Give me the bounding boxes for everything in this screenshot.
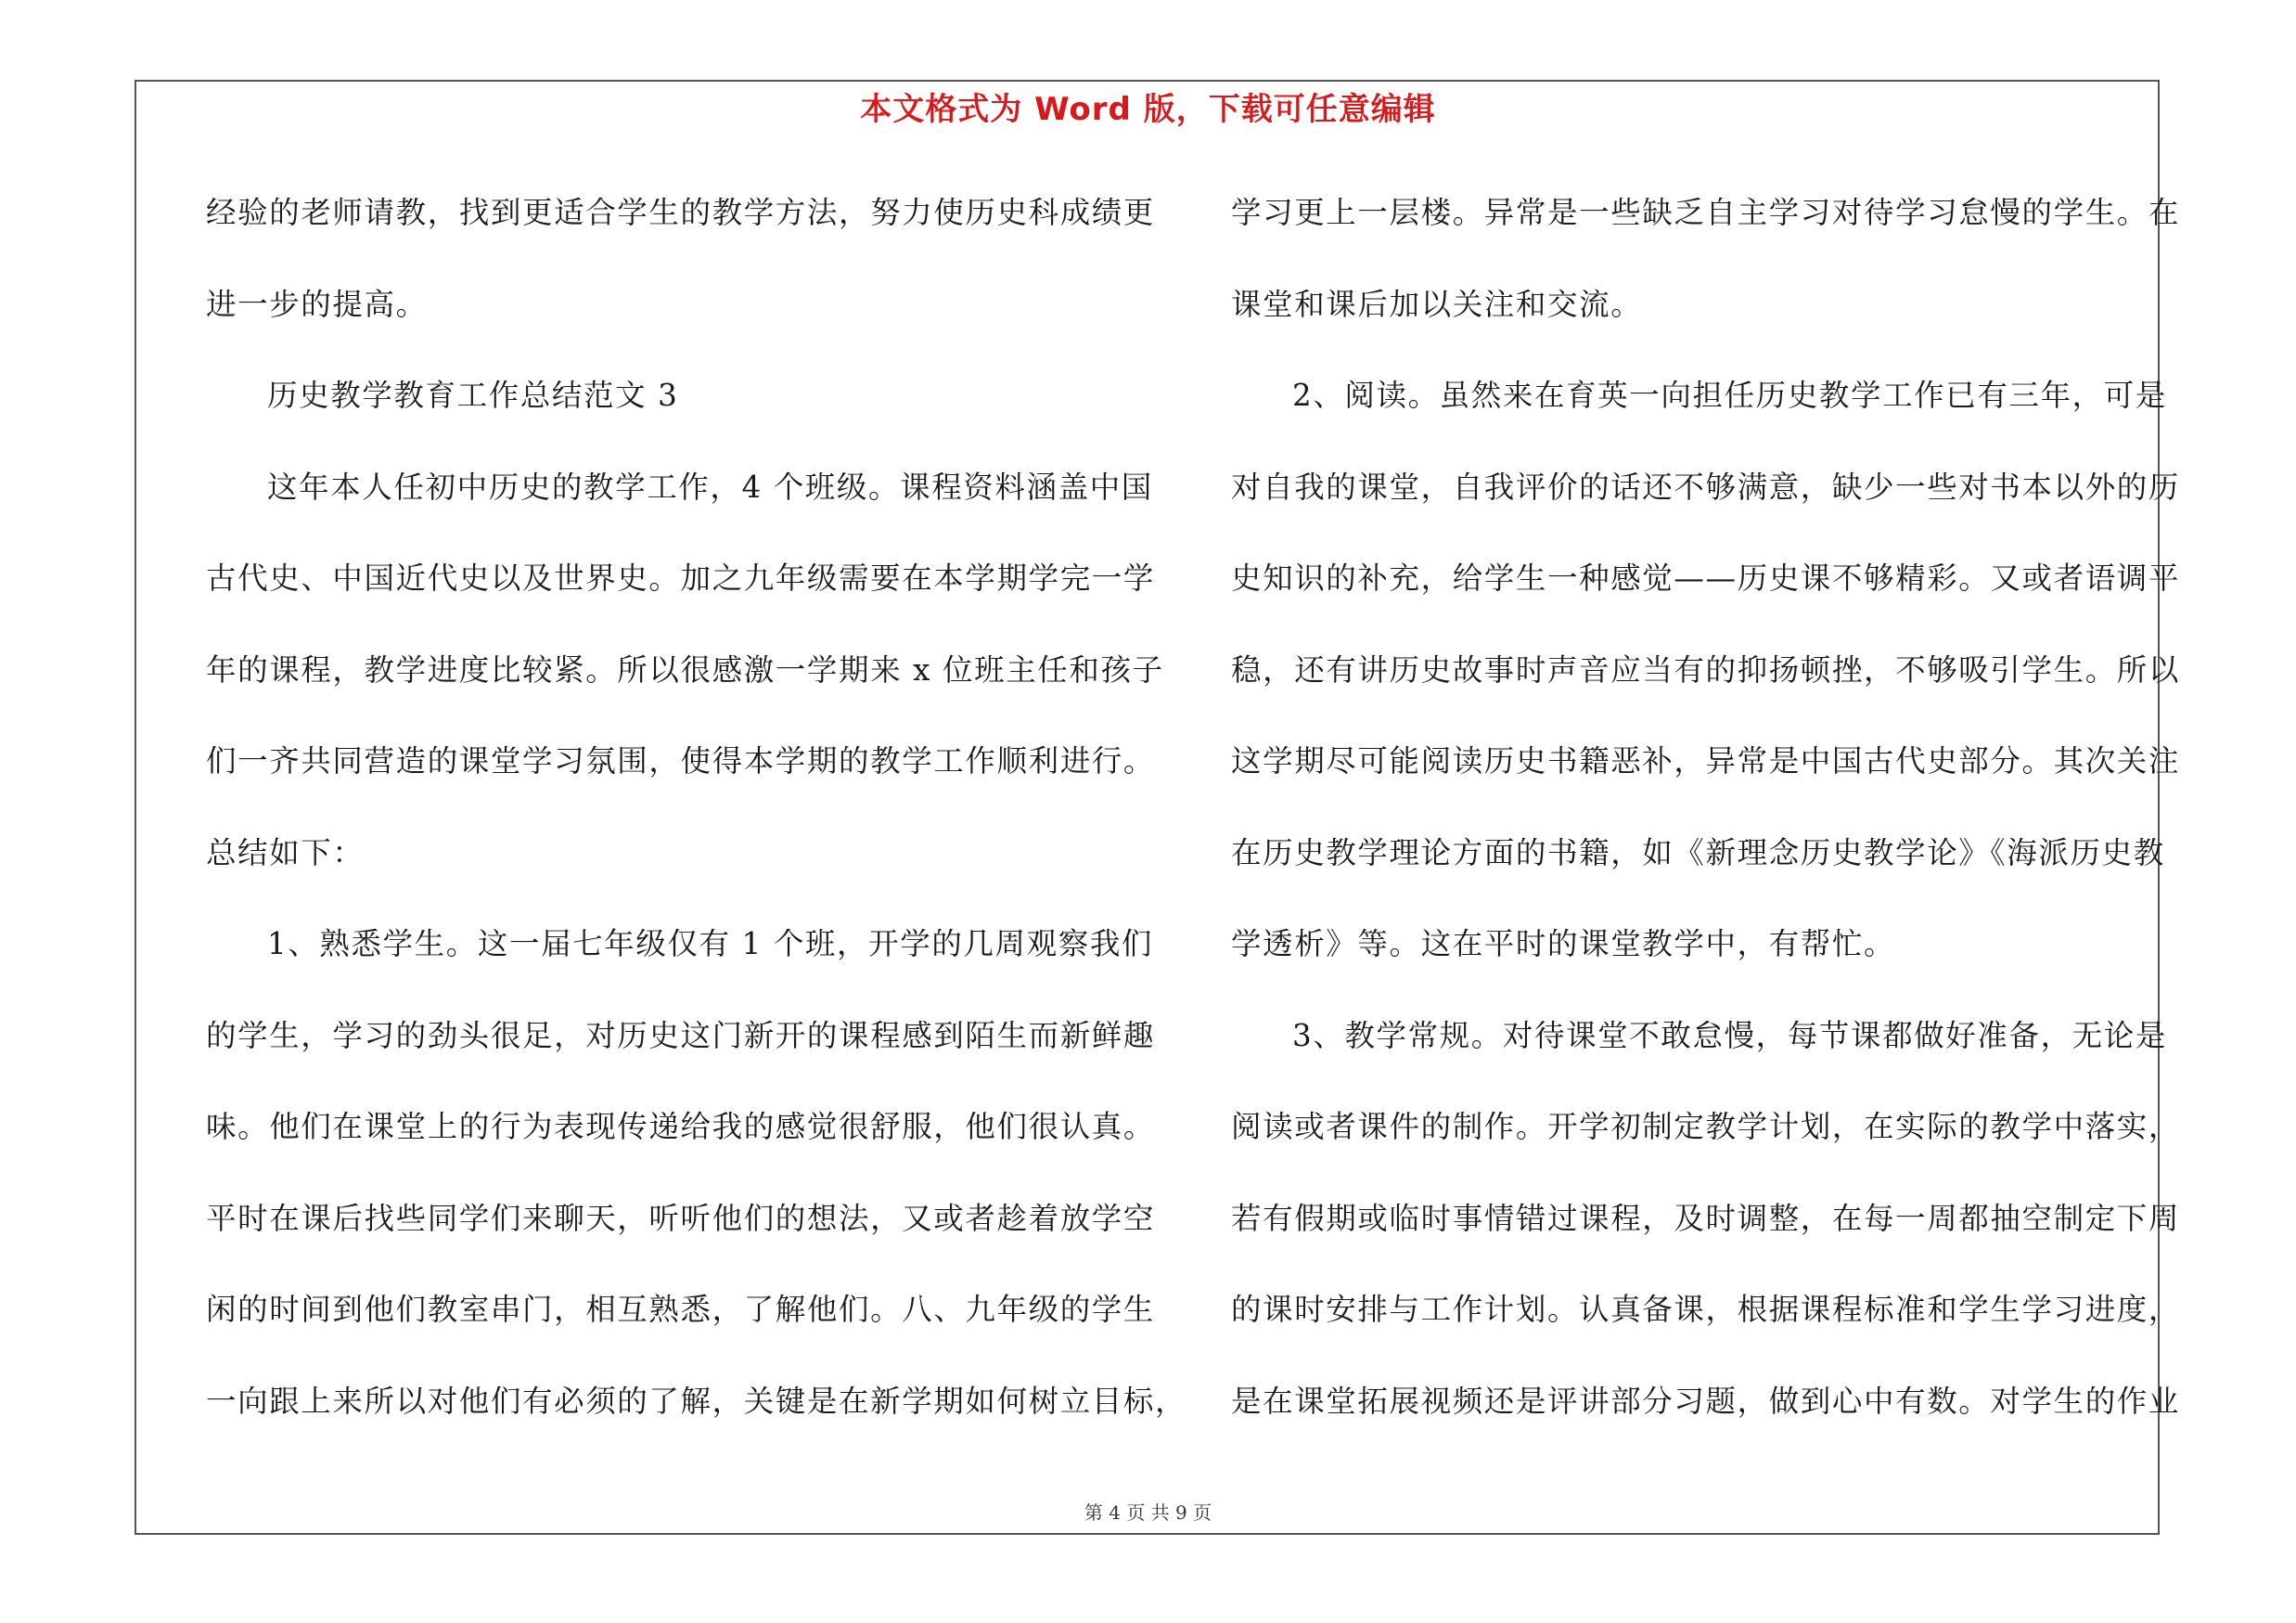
text-line: 们一齐共同营造的课堂学习氛围，使得本学期的教学工作顺利进行。 (206, 743, 1156, 779)
text-line: 一向跟上来所以对他们有必须的了解，关键是在新学期如何树立目标， (206, 1383, 1187, 1419)
text-line: 史知识的补充，给学生一种感觉——历史课不够精彩。又或者语调平 (1231, 560, 2181, 596)
text-line: 进一步的提高。 (206, 286, 428, 322)
header-banner: 本文格式为 Word 版，下载可任意编辑 (860, 91, 1436, 128)
text-line: 在历史教学理论方面的书籍，如《新理念历史教学论》《海派历史教 (1231, 834, 2165, 870)
text-line: 1、熟悉学生。这一届七年级仅有 1 个班，开学的几周观察我们 (267, 926, 1154, 961)
text-line: 是在课堂拓展视频还是评讲部分习题，做到心中有数。对学生的作业 (1231, 1383, 2181, 1419)
text-line: 阅读或者课件的制作。开学初制定教学计划，在实际的教学中落实， (1231, 1109, 2181, 1144)
text-line: 年的课程，教学进度比较紧。所以很感激一学期来 x 位班主任和孩子 (206, 651, 1164, 688)
text-line: 的课时安排与工作计划。认真备课，根据课程标准和学生学习进度， (1231, 1292, 2181, 1327)
text-line: 稳，还有讲历史故事时声音应当有的抑扬顿挫，不够吸引学生。所以 (1231, 651, 2181, 688)
text-line: 学习更上一层楼。异常是一些缺乏自主学习对待学习怠慢的学生。在 (1231, 195, 2181, 230)
text-line: 经验的老师请教，找到更适合学生的教学方法，努力使历史科成绩更 (206, 195, 1156, 230)
text-line: 的学生，学习的劲头很足，对历史这门新开的课程感到陌生而新鲜趣 (206, 1017, 1156, 1053)
text-line: 味。他们在课堂上的行为表现传递给我的感觉很舒服，他们很认真。 (206, 1109, 1156, 1144)
text-line: 课堂和课后加以关注和交流。 (1231, 286, 1643, 322)
text-line: 这学期尽可能阅读历史书籍恶补，异常是中国古代史部分。其次关注 (1231, 743, 2181, 779)
text-line: 古代史、中国近代史以及世界史。加之九年级需要在本学期学完一学 (206, 560, 1156, 596)
text-line: 平时在课后找些同学们来聊天，听听他们的想法，又或者趁着放学空 (206, 1200, 1156, 1236)
section-heading: 历史教学教育工作总结范文 3 (267, 378, 679, 413)
text-line: 3、教学常规。对待课堂不敢怠慢，每节课都做好准备，无论是 (1292, 1017, 2167, 1053)
text-line: 对自我的课堂，自我评价的话还不够满意，缺少一些对书本以外的历 (1231, 469, 2181, 505)
text-line: 这年本人任初中历史的教学工作，4 个班级。课程资料涵盖中国 (267, 469, 1153, 505)
text-line: 总结如下： (206, 834, 365, 870)
text-line: 2、阅读。虽然来在育英一向担任历史教学工作已有三年，可是 (1292, 378, 2167, 413)
right-column (1231, 167, 2181, 1447)
left-column (206, 167, 1187, 1447)
page-number-footer: 第 4 页 共 9 页 (1084, 1501, 1212, 1524)
text-line: 学透析》等。这在平时的课堂教学中，有帮忙。 (1231, 926, 1896, 961)
text-line: 若有假期或临时事情错过课程，及时调整，在每一周都抽空制定下周 (1231, 1200, 2181, 1236)
text-line: 闲的时间到他们教室串门，相互熟悉，了解他们。八、九年级的学生 (206, 1292, 1156, 1327)
